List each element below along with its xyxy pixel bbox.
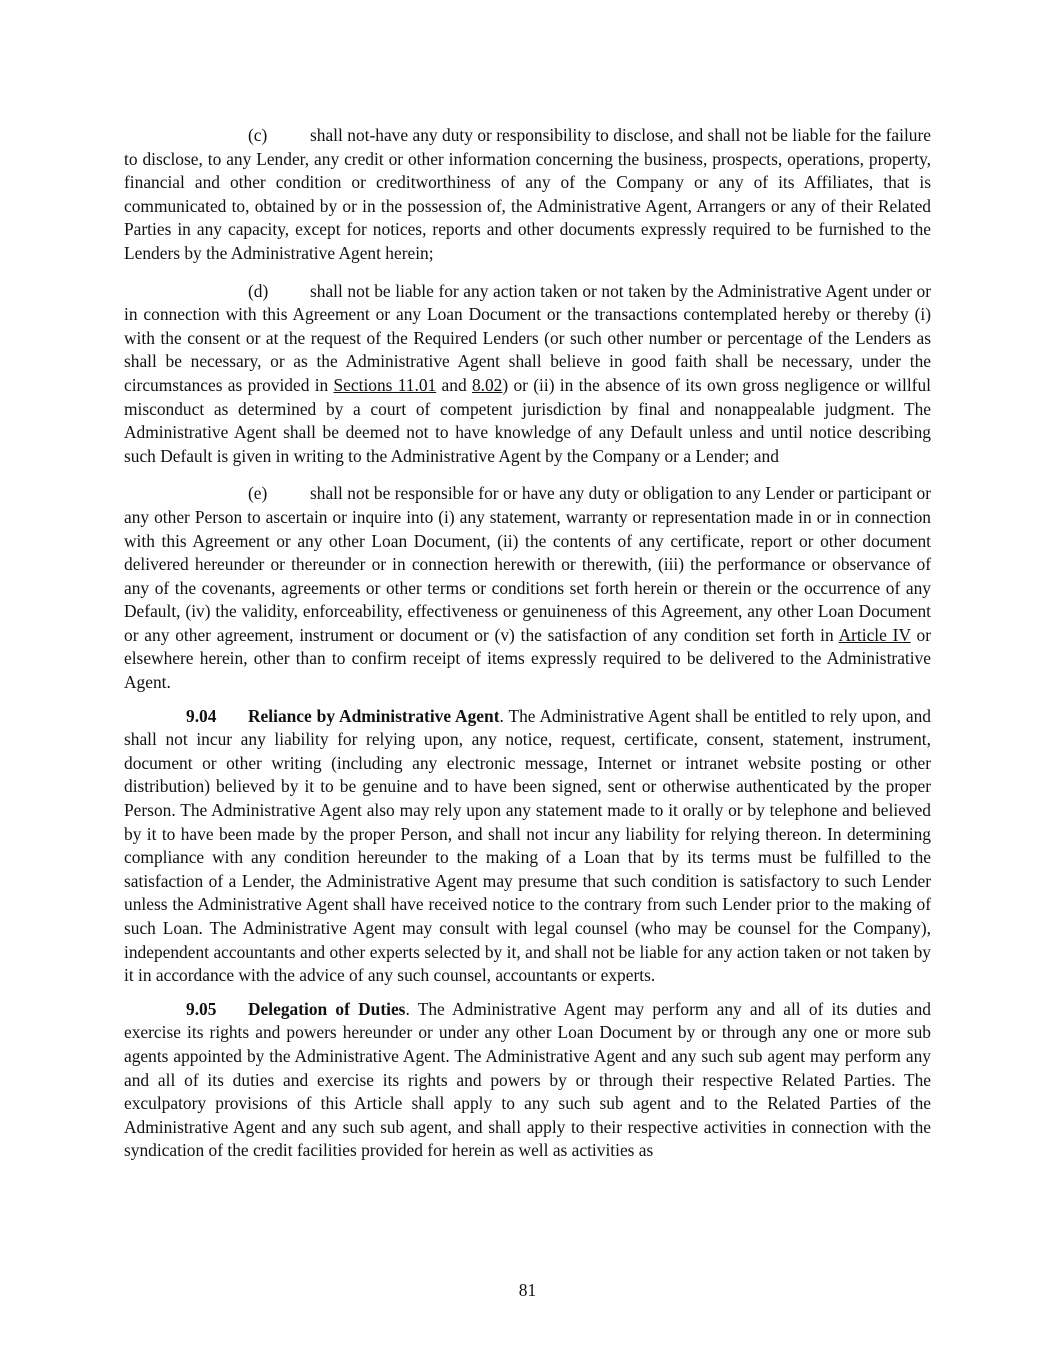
section-heading: Delegation of Duties <box>248 998 406 1019</box>
paragraph-text: shall not be responsible for or have any duty or obligation to any Lender or participant or any other Person to ascertain or inquire into (i) any statement, warranty or representation made in or in connection with this Agreement or any other Loan Document, (ii) the contents of any certificate, report or other document delivered hereunder or thereunder or in connection herewith or therewith, (iii) the performance or observance of any of the covenants, agreements or other terms or conditions set forth herein or therein or the occurrence of any Default, (iv) the validity, enforceability, effectiveness or genuineness of this Agreement, any other Loan Document or any other agreement, instrument or document or (v) the satisfaction of any condition set forth in <box>124 483 931 645</box>
paragraph-e <box>124 482 931 694</box>
paragraph-text: and <box>436 374 472 395</box>
section-text: . The Administrative Agent shall be entitled to rely upon, and shall not incur any liability for relying upon, any notice, request, certificate, consent, statement, instrument, document or other writing (including any electronic message, Internet or intranet website posting or other distribution) believed by it to be genuine and to have been signed, sent or otherwise authenticated by the proper Person. The Administrative Agent also may rely upon any statement made to it orally or by telephone and believed by it to have been made by the proper Person, and shall not incur any liability for relying thereon. In determining compliance with any condition hereunder to the making of a Loan that by its terms must be fulfilled to the satisfaction of a Lender, the Administrative Agent may presume that such condition is satisfactory to such Lender unless the Administrative Agent shall have received notice to the contrary from such Lender prior to the making of such Loan. The Administrative Agent may consult with legal counsel (who may be counsel for the Company), independent accountants and other experts selected by it, and shall not be liable for any action taken or not taken by it in accordance with the advice of any such counsel, accountants or experts. <box>124 705 931 986</box>
paragraph-text: ) or (ii) in the absence of its own gross negligence or willful misconduct as determined by a court of competent jurisdiction by final and nonappealable judgment. The Administrative Agent shall be deemed not to have knowledge of any Default unless and until notice describing such Default is given in writing to the Administrative Agent by the Company or a Lender; and <box>124 374 931 466</box>
section-reference: Article IV <box>838 624 911 645</box>
paragraph-label: (c) <box>248 125 268 145</box>
paragraph-c <box>124 124 931 266</box>
paragraph-text: shall not be liable for any action taken or not taken by the Administrative Agent under or in connection with this Agreement or any Loan Document or the transactions contemplated hereby or thereby (i) with the consent or at the request of the Required Lenders (or such other number or percentage of the Lenders as shall be necessary, or as the Administrative Agent shall believe in good faith shall be necessary, under the circumstances as provided in <box>124 280 931 395</box>
section-text: . The Administrative Agent may perform any and all of its duties and exercise its rights and powers hereunder or under any other Loan Document by or through any one or more sub agents appointed by the Administrative Agent. The Administrative Agent and any such sub agent may perform any and all of its duties and exercise its rights and powers by or through their respective Related Parties. The exculpatory provisions of this Article shall apply to any such sub agent and to the Related Parties of the Administrative Agent and any such sub agent, and shall apply to their respective activities in connection with the syndication of the credit facilities provided for herein as well as activities as <box>124 998 931 1161</box>
paragraph-d <box>124 280 931 469</box>
paragraph-text: shall not-have any duty or responsibility to disclose, and shall not be liable for the failure to disclose, to any Lender, any credit or other information concerning the business, prospects, operations, property, financial and other condition or creditworthiness of any of the Company or any of its Affiliates, that is communicated to, obtained by or in the possession of, the Administrative Agent, Arrangers or any of their Related Parties in any capacity, except for notices, reports and other documents expressly required to be furnished to the Lenders by the Administrative Agent herein; <box>124 125 931 263</box>
section-reference: 8.02 <box>471 374 503 395</box>
paragraph-text: or elsewhere herein, other than to confirm receipt of items expressly required to be delivered to the Administrative Agent. <box>124 624 932 693</box>
section-number: 9.04 <box>186 705 217 726</box>
section-9-05 <box>124 998 931 1163</box>
section-reference: Sections 11.01 <box>333 374 437 395</box>
document-page <box>124 124 931 1163</box>
paragraph-label: (e) <box>248 483 268 504</box>
section-number: 9.05 <box>186 998 217 1019</box>
page-number: 81 <box>518 1280 537 1300</box>
section-9-04 <box>124 705 931 988</box>
section-heading: Reliance by Administrative Agent <box>248 705 500 726</box>
paragraph-label: (d) <box>248 280 269 301</box>
